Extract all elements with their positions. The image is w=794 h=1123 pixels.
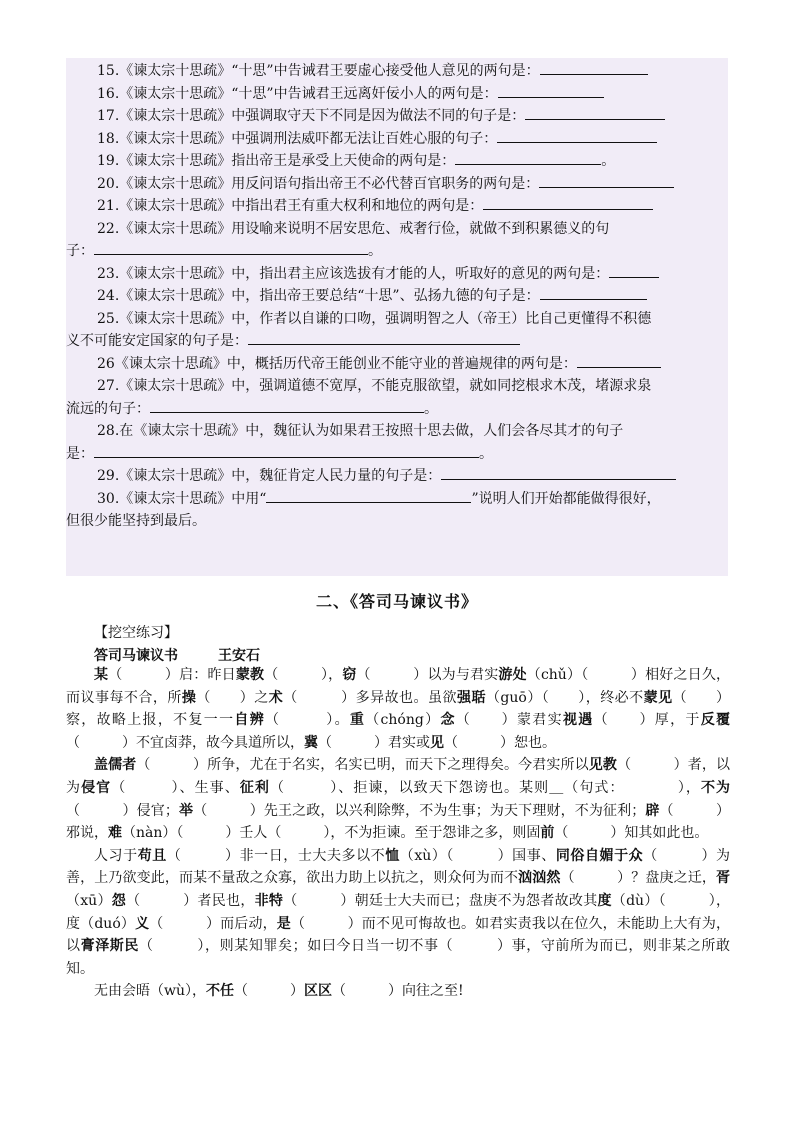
section-title: 二、《答司马谏议书》 (315, 592, 478, 611)
question-item (66, 150, 728, 173)
question-text: 《谏太宗十思疏》用反问语句指出帝王不必代替百官职务的两句是： (119, 175, 540, 192)
question-item (66, 420, 728, 443)
answer-blank[interactable] (94, 240, 368, 255)
question-end: 。 (368, 243, 382, 259)
question-end: 。 (479, 445, 493, 462)
question-continuation (66, 330, 728, 353)
essay-title-line (94, 645, 260, 665)
question-text-cont: 义不可能安定国家的句子是： (66, 333, 248, 349)
answer-blank[interactable] (441, 465, 676, 480)
question-text-cont: 子： (66, 243, 94, 259)
question-text-cont: 但很少能坚持到最后。 (66, 513, 206, 529)
question-continuation (66, 510, 728, 533)
question-text: 《谏太宗十思疏》用设喻来说明不居安思危、戒奢行俭，就做不到积累德义的句 (119, 220, 610, 237)
question-item (66, 353, 728, 376)
answer-blank[interactable] (266, 488, 471, 503)
answer-blank[interactable] (609, 263, 659, 278)
essay-paragraph: 人习于苟且（ ）非一日，士大夫多以不恤（xù）（ ）国事、同俗自媚于众（ ）为善，上乃欲变此，而某不量敌之众寡，欲出力助上以抗之，则众何为而不汹汹然（ ）？盘庚之迁，胥（xū）怨（ ）者民也，非特（ ）朝廷士大夫而已；盘庚不为怨者故改其度（dù）（ ），度（duó）义（ ）而后动，是（ ）而不见可悔故也。如君实责我以在位久，未能助上大有为，以膏泽斯民（ ），则某知罪矣；如曰今日当一切不事（ ）事，守前所为而已，则非某之所敢知。 (66, 847, 731, 977)
question-number: 27. (97, 378, 120, 394)
question-number: 21. (97, 198, 120, 214)
question-number: 28. (97, 423, 120, 439)
essay-paragraph: 盖儒者（ ）所争，尤在于名实，名实已明，而天下之理得矣。今君实所以见教（ ）者，以为侵官（ ）、生事、征利（ ）、拒谏，以致天下怨谤也。某则＿（句式： ），不为（ ）侵官；举（ ）先王之政，以兴利除弊，不为生事；为天下理财，不为征利；辟（ ）邪说，难（nàn）（ ）壬人（ ），不为拒谏。至于怨诽之多，则固前（ ）知其如此也。 (66, 757, 731, 842)
question-item (66, 195, 728, 218)
question-item (66, 83, 728, 106)
question-number: 26 (97, 355, 115, 372)
question-item (66, 488, 728, 511)
question-text: 《谏太宗十思疏》中强调刑法威吓都无法让百姓心服的句子： (119, 130, 498, 147)
question-item (66, 308, 728, 331)
question-item (66, 465, 728, 488)
essay-title: 答司马谏议书 (94, 648, 178, 664)
question-number: 25. (97, 310, 120, 327)
answer-blank[interactable] (248, 330, 520, 345)
question-text: 《谏太宗十思疏》中，指出君主应该选拔有才能的人，听取好的意见的两句是： (119, 265, 610, 282)
practice-label: 【挖空练习】 (94, 625, 178, 641)
question-item (66, 173, 728, 196)
essay-body (66, 664, 730, 1003)
answer-blank[interactable] (497, 128, 657, 143)
question-text: 《谏太宗十思疏》中，魏征肯定人民力量的句子是： (119, 468, 442, 484)
question-item (66, 218, 728, 241)
essay-paragraph: 无由会晤（wù），不任（ ）区区（ ）向往之至! (94, 983, 464, 1000)
question-text: 《谏太宗十思疏》中强调取守天下不同是因为做法不同的句子是： (119, 108, 526, 124)
question-text: 《谏太宗十思疏》中用“ (119, 490, 267, 507)
essay-author: 王安石 (218, 648, 260, 664)
question-continuation (66, 240, 728, 263)
question-number: 30. (97, 490, 120, 507)
question-item (66, 375, 728, 398)
answer-blank[interactable] (577, 353, 661, 368)
question-text: 在《谏太宗十思疏》中，魏征认为如果君王按照十思去做，人们会各尽其才的句子 (119, 423, 624, 439)
question-continuation (66, 443, 728, 466)
question-number: 20. (97, 175, 120, 192)
question-end: 。 (424, 400, 438, 417)
answer-blank[interactable] (94, 443, 479, 458)
question-text-cont: 是： (66, 445, 94, 462)
answer-blank[interactable] (540, 60, 648, 75)
question-text-cont: 流远的句子： (66, 400, 150, 417)
question-number: 18. (97, 130, 120, 147)
question-text: 《谏太宗十思疏》中指出君王有重大权利和地位的两句是： (119, 198, 484, 214)
answer-blank[interactable] (539, 173, 674, 188)
essay-paragraph: 某（ ）启：昨日蒙教（ ），窃（ ）以为与君实游处（chǔ）（ ）相好之日久，而议事每不合，所操（ ）之术（ ）多异故也。虽欲强聒（guō）（ ），终必不蒙见（ ）察，故略上报，不复一一自辨（ ）。重（chóng）念（ ）蒙君实视遇（ ）厚，于反覆（ ）不宜卤莽，故今具道所以，冀（ ）君实或见（ ）恕也。 (66, 667, 731, 751)
question-item (66, 60, 728, 83)
question-text-mid: ”说明人们开始都能做得很好， (471, 490, 661, 507)
question-text: 《谏太宗十思疏》中，强调道德不宽厚，不能克服欲望，就如同挖根求木茂，堵源求泉 (119, 378, 652, 394)
question-item (66, 263, 728, 286)
answer-blank[interactable] (525, 105, 665, 120)
question-item (66, 128, 728, 151)
question-text: 《谏太宗十思疏》中，指出帝王要总结“十思”、弘扬九德的句子是： (119, 288, 540, 304)
answer-blank[interactable] (498, 83, 604, 98)
question-text: 《谏太宗十思疏》“十思”中告诫君王远离奸佞小人的两句是： (119, 85, 498, 102)
question-end: 。 (601, 153, 616, 169)
question-text: 《谏太宗十思疏》中，概括历代帝王能创业不能守业的普遍规律的两句是： (114, 355, 577, 372)
question-text: 《谏太宗十思疏》“十思”中告诫君王要虚心接受他人意见的两句是： (119, 63, 540, 79)
answer-blank[interactable] (455, 150, 601, 165)
question-number: 29. (97, 468, 120, 484)
question-continuation (66, 398, 728, 421)
answer-blank[interactable] (150, 398, 424, 413)
question-item (66, 105, 728, 128)
question-number: 23. (97, 265, 120, 282)
question-number: 24. (97, 288, 120, 304)
question-number: 15. (97, 63, 120, 79)
question-text: 《谏太宗十思疏》指出帝王是承受上天使命的两句是： (119, 153, 456, 169)
answer-blank[interactable] (483, 195, 653, 210)
question-number: 19. (97, 153, 120, 169)
question-list (66, 60, 728, 533)
answer-blank[interactable] (540, 285, 647, 300)
question-number: 22. (97, 220, 120, 237)
question-item (66, 285, 728, 308)
question-number: 16. (97, 85, 120, 102)
question-number: 17. (97, 108, 120, 124)
question-text: 《谏太宗十思疏》中，作者以自谦的口吻，强调明智之人（帝王）比自己更懂得不积德 (119, 310, 652, 327)
